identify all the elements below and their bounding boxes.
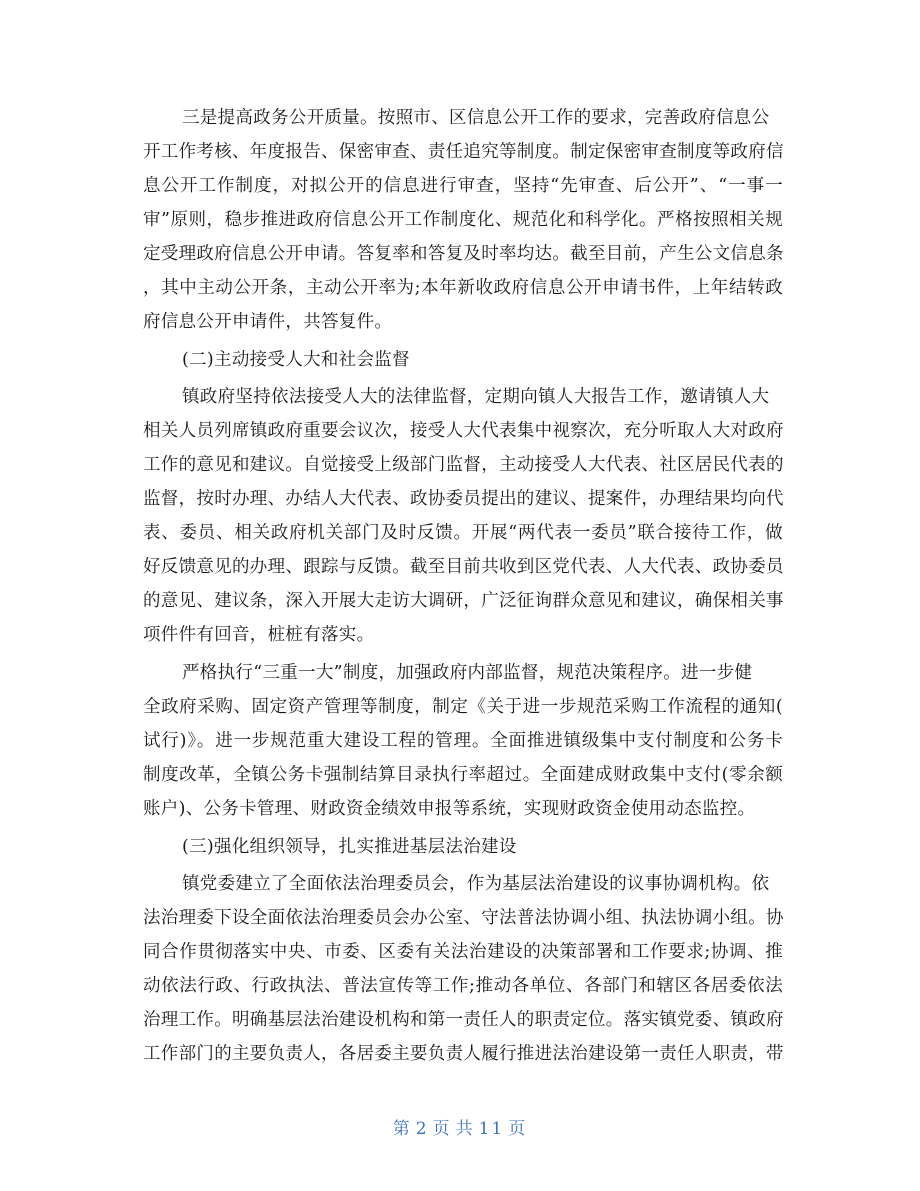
paragraph-line: 账户)、公务卡管理、财政资金绩效申报等系统，实现财政资金使用动态监控。 xyxy=(143,799,756,819)
paragraph-line: 定受理政府信息公开申请。答复率和答复及时率均达。截至目前，产生公文信息条 xyxy=(143,244,784,264)
paragraph-line: 全政府采购、固定资产管理等制度，制定《关于进一步规范采购工作流程的通知( xyxy=(143,697,783,717)
section-heading: (三)强化组织领导，扎实推进基层法治建设 xyxy=(182,837,517,857)
paragraph-line: 严格执行“三重一大”制度，加强政府内部监督，规范决策程序。进一步健 xyxy=(182,663,753,683)
paragraph-line: 动依法行政、行政执法、普法宣传等工作;推动各单位、各部门和辖区各居委依法 xyxy=(143,976,783,996)
page-footer xyxy=(0,1114,920,1139)
paragraph-line: 同合作贯彻落实中央、市委、区委有关法治建设的决策部署和工作要求;协调、推 xyxy=(143,942,783,962)
paragraph-line: 三是提高政务公开质量。按照市、区信息公开工作的要求，完善政府信息公 xyxy=(182,108,770,128)
footer-prefix: 第 xyxy=(392,1119,412,1139)
page-number: 2 xyxy=(415,1119,429,1139)
paragraph-line: 好反馈意见的办理、跟踪与反馈。截至目前共收到区党代表、人大代表、政协委员 xyxy=(143,557,784,577)
paragraph-line: 制度改革，全镇公务卡强制结算目录执行率超过。全面建成财政集中支付(零余额 xyxy=(143,765,783,785)
paragraph-line: ，其中主动公开条，主动公开率为;本年新收政府信息公开申请书件，上年结转政 xyxy=(143,278,783,298)
paragraph-line: 表、委员、相关政府机关部门及时反馈。开展“两代表一委员”联合接待工作，做 xyxy=(143,523,783,543)
paragraph-line: 府信息公开申请件，共答复件。 xyxy=(143,312,393,332)
paragraph-line: 相关人员列席镇政府重要会议次，接受人大代表集中视察次，充分听取人大对政府 xyxy=(143,421,784,441)
paragraph-line: 镇党委建立了全面依法治理委员会，作为基层法治建设的议事协调机构。依 xyxy=(182,874,770,894)
paragraph-line: 治理工作。明确基层法治建设机构和第一责任人的职责定位。落实镇党委、镇政府 xyxy=(143,1010,784,1030)
paragraph-line: 的意见、建议条，深入开展大走访大调研，广泛征询群众意见和建议，确保相关事 xyxy=(143,591,784,611)
paragraph-line: 镇政府坚持依法接受人大的法律监督，定期向镇人大报告工作，邀请镇人大 xyxy=(182,387,770,407)
paragraph-line: 法治理委下设全面依法治理委员会办公室、守法普法协调小组、执法协调小组。协 xyxy=(143,908,784,928)
footer-total-prefix: 共 xyxy=(455,1119,475,1139)
section-heading: (二)主动接受人大和社会监督 xyxy=(182,350,410,370)
page-total: 11 xyxy=(478,1119,505,1139)
paragraph-line: 审”原则，稳步推进政府信息公开工作制度化、规范化和科学化。严格按照相关规 xyxy=(143,210,783,230)
footer-suffix: 页 xyxy=(508,1119,528,1139)
paragraph-line: 开工作考核、年度报告、保密审查、责任追究等制度。制定保密审查制度等政府信 xyxy=(143,142,784,162)
paragraph-line: 息公开工作制度，对拟公开的信息进行审查，坚持“先审查、后公开”、“一事一 xyxy=(143,176,783,196)
paragraph-line: 监督，按时办理、办结人大代表、政协委员提出的建议、提案件，办理结果均向代 xyxy=(143,489,784,509)
paragraph-line: 工作的意见和建议。自觉接受上级部门监督，主动接受人大代表、社区居民代表的 xyxy=(143,455,784,475)
paragraph-line: 项件件有回音，桩桩有落实。 xyxy=(143,625,375,645)
paragraph-line: 工作部门的主要负责人，各居委主要负责人履行推进法治建设第一责任人职责，带 xyxy=(143,1044,784,1064)
paragraph-line: 试行)》。进一步规范重大建设工程的管理。全面推进镇级集中支付制度和公务卡 xyxy=(143,731,783,751)
footer-mid: 页 xyxy=(432,1119,452,1139)
